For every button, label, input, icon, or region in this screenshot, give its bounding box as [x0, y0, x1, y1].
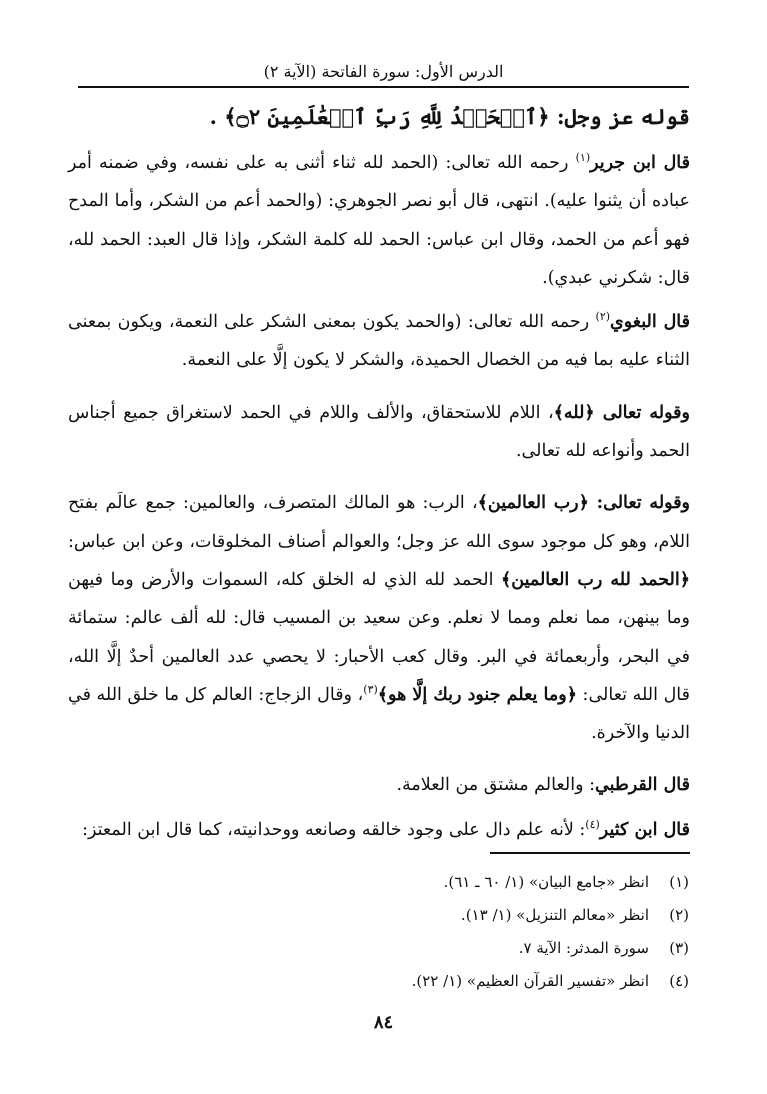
- paragraph-ibn-kathir: [68, 811, 690, 849]
- footnote-separator: [490, 852, 690, 854]
- footnote-ref-3[interactable]: (٣): [363, 683, 378, 697]
- footnote-3: [69, 932, 689, 965]
- footnote-number: (١): [669, 873, 689, 891]
- paragraph-text: رحمه الله تعالى: (الحمد لله ثناء أثنى به على نفسه، وفي ضمنه أمر عباده أن يثنوا عليه). انتهى، قال أبو نصر الجوهري: (والحمد أعم من الشكر، وأما المدح فهو أعم من الحمد، وقال ابن عباس: الحمد لله كلمة الشكر، وإذا قال العبد: الحمد لله، قال: شكرني عبدي).: [68, 153, 690, 288]
- running-header: الدرس الأول: سورة الفاتحة (الآية ٢): [78, 60, 689, 88]
- footnote-4: [69, 965, 689, 998]
- footnote-number: (٢): [669, 906, 689, 924]
- speaker-ibn-kathir: قال ابن كثير: [599, 819, 690, 840]
- paragraph-text: رحمه الله تعالى: (والحمد يكون بمعنى الشكر على النعمة، ويكون بمعنى الثناء عليه بما فيه من الخصال الحميدة، والشكر لا يكون إلَّا على النعمة.: [68, 312, 690, 371]
- footnote-ref-1[interactable]: (١): [575, 151, 591, 165]
- heading-lead: قوله عز وجل:: [556, 104, 690, 129]
- paragraph-text: ، اللام للاستحقاق، والألف واللام في الحمد لاستغراق جميع أجناس الحمد وأنواعه لله تعالى.: [68, 402, 690, 462]
- lead-lillah: وقوله تعالى ﴿لله﴾: [553, 402, 690, 423]
- speaker-baghawi: قال البغوي: [610, 312, 690, 333]
- footnote-text: سورة المدثر: الآية ٧.: [518, 939, 649, 957]
- heading-verse: ﴿ٱلۡحَمۡدُ لِلَّهِ رَبِّ ٱلۡعَٰلَمِينَ ۝٢﴾ .: [209, 104, 550, 129]
- paragraph-ibn-jarir: [68, 144, 690, 297]
- footnote-number: (٤): [669, 972, 689, 990]
- footnote-1: [69, 866, 689, 899]
- speaker-qurtubi: قال القرطبي: [594, 775, 690, 796]
- lead-rabb-al-alamin: وقوله تعالى: ﴿رب العالمين﴾: [477, 493, 691, 514]
- paragraph-text: ، وقال الزجاج: العالم كل ما خلق الله في الدنيا والآخرة.: [68, 684, 690, 744]
- footnote-ref-2[interactable]: (٢): [595, 310, 611, 324]
- footnote-text: انظر «جامع البيان» (١/ ٦٠ ـ ٦١).: [443, 873, 649, 891]
- paragraph-text: الحمد لله الذي له الخلق كله، السموات والأرض وما فيهن وما بينهن، مما نعلم ومما لا نعلم. وعن سعيد بن المسيب قال: لله ألف عالم: ستمائة في البحر، وأربعمائة في البر. وقال كعب الأحبار: لا يحصي عدد العالمين أحدٌ إلَّا الله، قال الله تعالى:: [68, 569, 690, 705]
- footnote-text: انظر «تفسير القرآن العظيم» (١/ ٢٢).: [411, 972, 649, 990]
- footnote-2: [69, 899, 689, 932]
- paragraph-lillah: [68, 394, 690, 471]
- paragraph-text: : والعالم مشتق من العلامة.: [396, 775, 595, 796]
- paragraph-text: : لأنه علم دال على وجود خالقه وصانعه ووحدانيته، كما قال ابن المعتز:: [82, 819, 586, 840]
- footnote-text: انظر «معالم التنزيل» (١/ ١٣).: [460, 906, 649, 924]
- verse-heading: [68, 96, 690, 138]
- speaker-ibn-jarir: قال ابن جرير: [590, 153, 690, 173]
- footnote-ref-4[interactable]: (٤): [585, 817, 600, 831]
- quote-alhamdulillah: ﴿الحمد لله رب العالمين﴾: [501, 569, 690, 590]
- main-text: [68, 96, 690, 849]
- footnote-number: (٣): [669, 939, 689, 957]
- paragraph-qurtubi: [68, 766, 690, 804]
- footnotes: [69, 866, 689, 998]
- paragraph-rabb-al-alamin: [68, 484, 690, 752]
- page-number: ٨٤: [373, 1012, 394, 1033]
- quote-wama-yalamu: ﴿وما يعلم جنود ربك إلَّا هو﴾: [377, 684, 577, 705]
- paragraph-text: ، الرب: هو المالك المتصرف، والعالمين: جمع عالَم بفتح اللام، وهو كل موجود سوى الله عز وجل؛ والعوالم أصناف المخلوقات، وعن ابن عباس:: [68, 493, 690, 552]
- paragraph-baghawi: [68, 303, 690, 380]
